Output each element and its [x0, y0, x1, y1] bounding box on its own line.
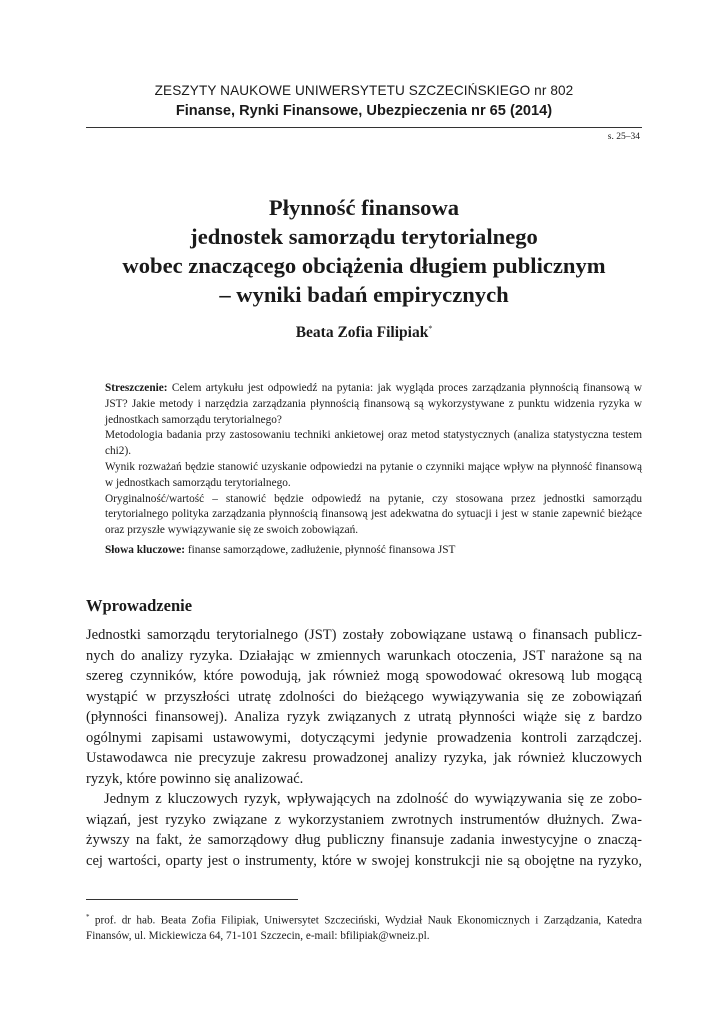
- abstract-paragraph: Oryginalność/wartość – stanowić będzie odpowiedź na pytanie, czy stosowana przez jednostki samorządu terytorialnego polityka zarządzania płynnością finansową jest adekwatna do sytuacji i jest w stanie zapewnić bieżące oraz przyszłe wywiązywanie się ze swoich zobowiązań.: [105, 492, 642, 537]
- text-line: cej wartości, oparty jest o instrumenty, które w swojej konstrukcji nie są obojętne na ryzyko,: [86, 852, 642, 869]
- text-line: Ustawodawca nie precyzuje zakresu prowadzonej analizy ryzyka, jak również kluczowych: [86, 750, 642, 766]
- author: [86, 324, 642, 342]
- text-line: Jednym z kluczowych ryzyk, wpływających na zdolność do wywiązywania się ze zobo-: [104, 791, 642, 807]
- abstract-paragraph: Wynik rozważań będzie stanowić uzyskanie odpowiedzi na pytanie o czynniki mające wpływ na płynność finansową w jednostkach samorządu terytorialnego.: [105, 460, 642, 489]
- header-divider: [86, 127, 642, 128]
- text-line: Jednostki samorządu terytorialnego (JST) zostały zobowiązane ustawą o finansach publicz-: [86, 627, 642, 643]
- abstract-label: Streszczenie:: [105, 382, 168, 394]
- body-text: [86, 625, 642, 871]
- abstract-text: Celem artykułu jest odpowiedź na pytania: jak wygląda proces zarządzania płynnością finansową w JST? Jakie metody i narzędzia zarządzania płynnością finansową są wykorzystywane z punktu widzenia ryzyka w jednostkach samorządu terytorialnego?: [105, 382, 642, 426]
- text-line: szereg czynników, które powodują, jak również mogą spowodować okresową lub mogącą: [86, 668, 642, 684]
- title-line: wobec znaczącego obciążenia długiem publicznym: [122, 253, 606, 278]
- text-line: nych do analizy ryzyka. Działając w zmiennych warunkach otoczenia, JST narażone są na: [86, 647, 642, 664]
- title-line: Płynność finansowa: [268, 195, 460, 220]
- text-line: wiązań, jest ryzyko związane z wykorzystaniem zwrotnych instrumentów dłużnych. Zwa-: [86, 811, 642, 828]
- title-line: jednostek samorządu terytorialnego: [190, 224, 538, 249]
- text-line: wystąpić w przyszłości utratę zdolności do bieżącego wywiązywania się ze zobowiązań: [86, 688, 642, 705]
- keywords-text: finanse samorządowe, zadłużenie, płynność finansowa JST: [185, 544, 456, 556]
- text-line: ogólnymi zapisami ustawowymi, dotyczącymi jedynie prowadzenia kontroli zarządczej.: [86, 729, 642, 746]
- journal-name: ZESZYTY NAUKOWE UNIWERSYTETU SZCZECIŃSKIEGO nr 802: [154, 83, 574, 98]
- article-title: [86, 193, 642, 309]
- abstract-paragraph: [105, 381, 642, 428]
- abstract-paragraph: Metodologia badania przy zastosowaniu techniki ankietowej oraz metod statystycznych (analiza statystyczna testem chi2).: [105, 429, 642, 458]
- title-line: – wyniki badań empirycznych: [219, 282, 509, 307]
- page-range: s. 25–34: [607, 132, 640, 142]
- footnote-text: prof. dr hab. Beata Zofia Filipiak, Uniwersytet Szczeciński, Wydział Nauk Ekonomicznych i Zarządzania, Katedra Finansów, ul. Mickiewicza 64, 71-101 Szczecin, e-mail: bfilipiak@wneiz.pl.: [86, 914, 642, 943]
- footnote: [86, 910, 642, 945]
- author-name: Beata Zofia Filipiak: [295, 324, 429, 342]
- footnote-divider: [86, 899, 298, 900]
- abstract: [105, 381, 642, 539]
- text-line: żywszy na fakt, że samorządowy dług publiczny finansuje zadania inwestycyjne o znaczą-: [86, 832, 642, 848]
- footnote-marker: *: [86, 913, 90, 921]
- journal-issue: Finanse, Rynki Finansowe, Ubezpieczenia nr 65 (2014): [175, 103, 553, 119]
- keywords-label: Słowa kluczowe:: [105, 544, 186, 556]
- section-heading: Wprowadzenie: [86, 596, 193, 615]
- text-line: ryzyk, które powinno się analizować.: [86, 770, 304, 787]
- keywords: [105, 543, 642, 559]
- text-line: (płynności finansowej). Analiza ryzyk związanych z utratą płynności wiąże się z bardzo: [86, 709, 642, 725]
- author-footnote-marker[interactable]: *: [428, 324, 433, 333]
